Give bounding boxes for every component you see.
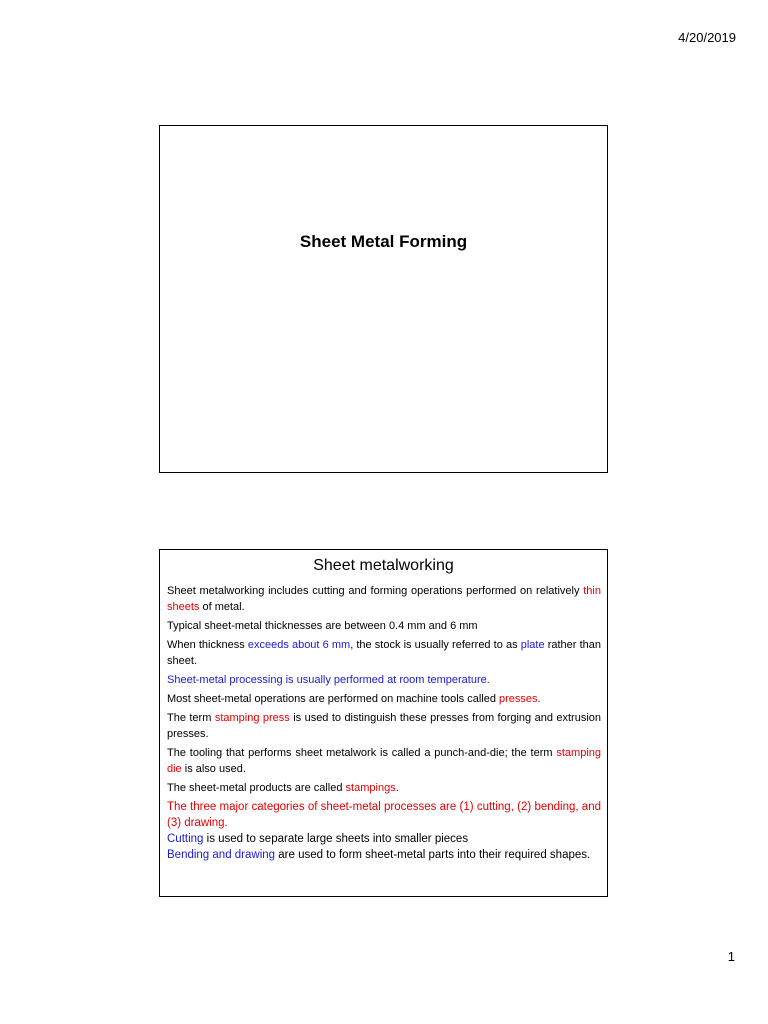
paragraph-categories: The three major categories of sheet-metal processes are (1) cutting, (2) bending, and (3) drawing. bbox=[167, 801, 601, 829]
text: . bbox=[537, 693, 541, 705]
text: is used to distinguish these presses from forging and extrusion presses. bbox=[167, 712, 602, 740]
text: of metal. bbox=[199, 601, 245, 613]
slide-1-title: Sheet Metal Forming bbox=[299, 232, 468, 251]
highlight-stamping-die: stamping die bbox=[167, 747, 601, 775]
highlight-stamping-press: stamping press bbox=[214, 712, 290, 724]
highlight-thin-sheets: thin sheets bbox=[167, 585, 601, 613]
paragraph-intro bbox=[167, 583, 601, 615]
text: rather than sheet. bbox=[167, 639, 601, 667]
text: When thickness bbox=[167, 639, 248, 651]
header-date: 4/20/2019 bbox=[678, 30, 736, 45]
text: The tooling that performs sheet metalwork is called a punch-and-die; the term bbox=[167, 747, 557, 759]
paragraph-bending-drawing bbox=[167, 847, 601, 863]
page-number: 1 bbox=[727, 949, 735, 964]
highlight-presses: presses bbox=[499, 693, 538, 705]
slide-2 bbox=[159, 549, 608, 897]
paragraph-stamping-press bbox=[167, 710, 601, 742]
paragraph-room-temperature: Sheet-metal processing is usually performed at room temperature. bbox=[167, 674, 490, 686]
highlight-cutting: Cutting bbox=[167, 833, 204, 845]
slide-2-title: Sheet metalworking bbox=[313, 557, 454, 574]
text: Most sheet-metal operations are performed on machine tools called bbox=[167, 693, 500, 705]
paragraph-cutting bbox=[167, 831, 601, 847]
paragraph-presses bbox=[167, 691, 601, 707]
paragraph-stampings bbox=[167, 780, 601, 796]
highlight-bending-drawing: Bending and drawing bbox=[167, 849, 276, 861]
text: is also used. bbox=[181, 763, 246, 775]
text: The term bbox=[167, 712, 215, 724]
paragraph-tooling bbox=[167, 745, 601, 777]
text: are used to form sheet-metal parts into their required shapes. bbox=[275, 849, 591, 861]
paragraph-plate bbox=[167, 637, 601, 669]
slide-1 bbox=[159, 125, 608, 473]
text: The sheet-metal products are called bbox=[167, 782, 346, 794]
text: Sheet metalworking includes cutting and forming operations performed on relatively bbox=[167, 585, 584, 597]
paragraph-thickness: Typical sheet-metal thicknesses are between 0.4 mm and 6 mm bbox=[167, 620, 478, 632]
text: , the stock is usually referred to as bbox=[350, 639, 521, 651]
highlight-exceeds: exceeds about 6 mm bbox=[247, 639, 351, 651]
highlight-stampings: stampings bbox=[345, 782, 396, 794]
slide-2-body bbox=[160, 575, 607, 863]
text: is used to separate large sheets into smaller pieces bbox=[203, 833, 469, 845]
text: . bbox=[395, 782, 399, 794]
highlight-plate: plate bbox=[520, 639, 545, 651]
